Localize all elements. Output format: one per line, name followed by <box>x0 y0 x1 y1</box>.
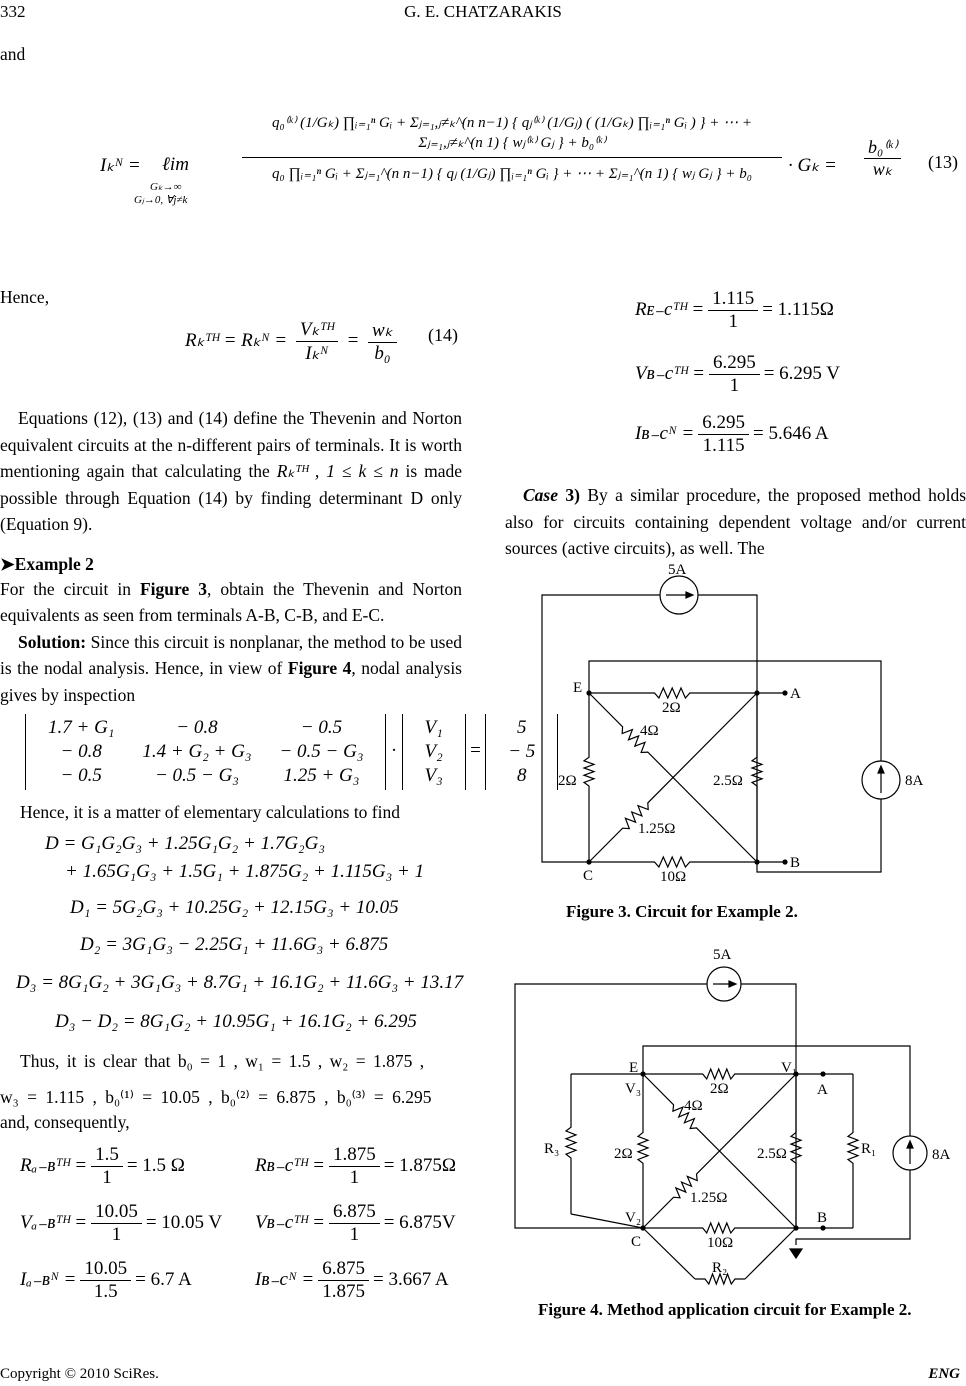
case3-number: 3) <box>558 485 580 505</box>
matrix-cell: 8 <box>516 765 527 786</box>
node-label-e: E <box>629 1060 639 1076</box>
resistor <box>566 1074 576 1214</box>
node-dot <box>586 859 591 864</box>
node-dot <box>754 859 759 864</box>
result-num: 1.115 <box>708 288 758 311</box>
solution-text-2: , nodal analysis gives by inspection <box>0 658 462 705</box>
node-label-v3: V₃ <box>625 1081 642 1097</box>
text-hence: Hence, <box>0 287 50 307</box>
node-label-b: B <box>790 855 801 871</box>
eq-D-line1: D = G₁G₂G₃ + 1.25G₁G₂ + 1.7G₂G₃ <box>45 833 325 854</box>
result-lhs: Rᴇ₋cᵀᴴ = <box>635 298 705 320</box>
result-rhs: = 10.05 V <box>145 1211 223 1233</box>
matrix-cell: V₂ <box>424 741 443 762</box>
result-num: 6.295 <box>698 412 749 435</box>
example-text-1: For the circuit in <box>0 578 140 599</box>
eq14-lhs: Rₖᵀᴴ = Rₖᴺ = <box>185 329 288 351</box>
node-dot <box>793 1225 798 1230</box>
running-header: G. E. CHATZARAKIS <box>404 2 562 21</box>
wire <box>589 661 881 761</box>
result-rhs: = 6.295 V <box>763 362 841 384</box>
eq-D3-minus-D2: D₃ − D₂ = 8G₁G₂ + 10.95G₁ + 16.1G₂ + 6.295 <box>55 1011 417 1032</box>
result-num: 6.875 <box>318 1258 369 1281</box>
eq13-numerator: q₀⁽ᵏ⁾ (1/Gₖ) ∏ᵢ₌₁ⁿ Gᵢ + Σⱼ₌₁,ⱼ≠ₖ^(n n−1) { qⱼ⁽ᵏ⁾ (1/Gⱼ) ( (1/Gₖ) ∏ᵢ₌₁ⁿ Gᵢ ) } + ⋯ + Σⱼ₌₁,ⱼ≠ₖ^(n 1) { wⱼ⁽ᵏ⁾ Gⱼ } + b₀⁽ᵏ⁾ <box>272 115 752 151</box>
text-thus-2: w₃ = 1.115 , b₀⁽¹⁾ = 10.05 , b₀⁽²⁾ = 6.875 , b₀⁽³⁾ = 6.295 <box>0 1087 432 1107</box>
node-label-b: B <box>817 1210 828 1226</box>
wire <box>698 595 757 862</box>
node-label-v2: V₂ <box>625 1210 642 1226</box>
result-num: 10.05 <box>91 1201 142 1224</box>
matrix-cell: 1.7 + G₁ <box>48 717 115 738</box>
label-r-left: 2Ω <box>558 773 577 789</box>
result-lhs: Vʙ₋cᵀᴴ = <box>635 362 705 384</box>
label-r-top: 2Ω <box>662 700 681 716</box>
label-r-left: 2Ω <box>614 1146 633 1162</box>
eq14-eq: = <box>346 329 360 351</box>
result-rhs: = 5.646 A <box>753 422 829 444</box>
label-r-4: 4Ω <box>684 1098 703 1114</box>
result-lhs: Iʙ₋cᴺ = <box>255 1268 315 1290</box>
eq14-number: (14) <box>428 325 458 345</box>
figure-4-caption: Figure 4. Method application circuit for Example 2. <box>538 1300 912 1319</box>
paragraph-determinant: by finding determinant D only (Equation 9). <box>0 487 463 534</box>
wire <box>757 799 881 872</box>
result-rhs: = 6.875V <box>383 1211 456 1233</box>
result-den: 1 <box>102 1167 112 1188</box>
matrix-cell: − 0.5 <box>60 765 102 786</box>
result-num: 6.295 <box>709 352 760 375</box>
matrix-cell: − 5 <box>508 741 536 762</box>
result-rhs: = 3.667 A <box>373 1268 449 1290</box>
label-8a: 8A <box>932 1147 951 1163</box>
result-den: 1 <box>729 375 740 396</box>
eq13-lim: ℓim <box>162 154 189 175</box>
label-r-125: 1.25Ω <box>690 1190 728 1206</box>
resistor <box>643 1069 796 1079</box>
arrowhead-icon <box>907 1141 913 1148</box>
eq13-rhs-den: wₖ <box>872 159 893 179</box>
label-r-right: 2.5Ω <box>713 773 743 789</box>
eq13-lhs: Iₖᴺ = <box>100 155 141 176</box>
eq14-f1-num: Vₖᵀᴴ <box>296 318 338 342</box>
wire <box>741 984 796 1228</box>
paragraph-tail: is made possible through Equation (14) <box>0 461 463 508</box>
result-den: 1.115 <box>702 435 745 456</box>
label-5a: 5A <box>713 947 732 963</box>
node-label-a: A <box>790 686 801 702</box>
matrix-cell: V₁ <box>424 717 443 738</box>
eq13-times: · Gₖ = <box>788 155 837 176</box>
result-den: 1 <box>728 311 738 332</box>
example-text-2: , obtain the Thevenin and Norton equivalents as seen from terminals A-B, C-B, and E-C. <box>0 578 462 625</box>
wire <box>515 984 707 1228</box>
eq14-f2-den: b₀ <box>374 342 391 364</box>
result-lhs: Iʙ₋cᴺ = <box>635 422 695 444</box>
text-thus-1: Thus, it is clear that b₀ = 1 , w₁ = 1.5 , w₂ = 1.875 , <box>20 1051 425 1071</box>
label-r-right: 2.5Ω <box>757 1146 787 1162</box>
solution-label: Solution: <box>18 631 87 652</box>
resistor <box>643 1223 796 1233</box>
result-lhs: Rʙ₋cᵀᴴ = <box>255 1154 325 1176</box>
result-lhs: Rₐ₋ʙᵀᴴ = <box>20 1154 88 1176</box>
eq-D1: D₁ = 5G₂G₃ + 10.25G₂ + 12.15G₃ + 10.05 <box>70 897 399 918</box>
label-r-bottom: 10Ω <box>707 1235 734 1251</box>
resistor <box>589 688 757 698</box>
matrix-cell: − 0.5 − G₃ <box>154 765 239 786</box>
wire <box>643 1228 695 1279</box>
result-lhs: Vₐ₋ʙᵀᴴ = <box>20 1211 88 1233</box>
case3-text: By a similar procedure, the proposed method holds also for circuits containing dependent voltage and/or current sources (active circuits), as well. The <box>505 485 966 558</box>
figure-3-caption: Figure 3. Circuit for Example 2. <box>566 902 798 921</box>
text-consequently: and, consequently, <box>0 1112 130 1132</box>
text-hence-elementary: Hence, it is a matter of elementary calculations to find <box>20 802 400 822</box>
copyright: Copyright © 2010 SciRes. <box>0 1366 159 1382</box>
solution-text-1: Since this circuit is nonplanar, the method to be used is the nodal analysis. Hence, in view of <box>0 631 462 678</box>
eq13-number: (13) <box>928 152 958 172</box>
page-number: 332 <box>0 2 26 21</box>
node-dot <box>820 1071 825 1076</box>
node-dot <box>754 690 759 695</box>
figure-3-ref[interactable]: Figure 3 <box>139 578 207 599</box>
node-label-a: A <box>817 1082 828 1098</box>
matrix-cell: − 0.5 − G₃ <box>279 741 364 762</box>
label-r2: R₂ <box>712 1260 728 1276</box>
resistor <box>584 693 594 862</box>
resistor <box>638 1074 648 1228</box>
result-den: 1.875 <box>322 1281 365 1302</box>
matrix-dot: · <box>390 740 398 762</box>
eq13-denominator: q₀ ∏ᵢ₌₁ⁿ Gᵢ + Σⱼ₌₁^(n n−1) { qⱼ (1/Gⱼ) ∏ᵢ₌₁ⁿ Gᵢ } + ⋯ + Σⱼ₌₁^(n 1) { wⱼ Gⱼ } + b₀ <box>272 166 752 182</box>
result-den: 1 <box>349 1224 360 1245</box>
eq13-rhs-num: b₀⁽ᵏ⁾ <box>864 137 901 159</box>
eq-D3: D₃ = 8G₁G₂ + 3G₁G₃ + 8.7G₁ + 16.1G₂ + 11.6G₃ + 13.17 <box>16 972 464 993</box>
result-lhs: Vʙ₋cᵀᴴ = <box>255 1211 325 1233</box>
result-num: 10.05 <box>80 1258 131 1281</box>
matrix-cell: − 0.8 <box>60 741 102 762</box>
text-and: and <box>0 44 26 64</box>
matrix-cell: − 0.5 <box>300 717 343 738</box>
figure-4-circuit <box>515 947 951 1284</box>
label-r-4: 4Ω <box>640 723 659 739</box>
journal-name: ENG <box>928 1366 960 1382</box>
eq-D-line2: + 1.65G₁G₃ + 1.5G₁ + 1.875G₂ + 1.115G₃ + 1 <box>65 861 425 882</box>
node-label-e: E <box>573 680 583 696</box>
eq-D2: D₂ = 3G₁G₃ − 2.25G₁ + 11.6G₃ + 6.875 <box>80 934 389 955</box>
result-num: 1.5 <box>91 1144 123 1167</box>
matrix-cell: V₃ <box>424 765 443 786</box>
label-8a: 8A <box>905 773 924 789</box>
rk-math: Rₖᵀᴴ , 1 ≤ k ≤ n <box>276 461 399 481</box>
matrix-cell: 1.4 + G₂ + G₃ <box>142 741 252 762</box>
label-r3: R₃ <box>544 1141 560 1157</box>
result-rhs: = 6.7 A <box>135 1268 192 1290</box>
node-label-c: C <box>583 868 594 884</box>
result-lhs: Iₐ₋ʙᴺ = <box>20 1268 77 1290</box>
result-rhs: = 1.5 Ω <box>126 1154 185 1176</box>
result-rhs: = 1.875Ω <box>383 1154 457 1176</box>
node-label-v1: V₁ <box>781 1060 798 1076</box>
matrix-cell: 1.25 + G₃ <box>283 765 360 786</box>
result-den: 1 <box>111 1224 122 1245</box>
eq14-f1-den: Iₖᴺ <box>305 343 329 364</box>
node-dot <box>640 1225 645 1230</box>
matrix-cell: 5 <box>516 717 527 738</box>
eq14-f2-num: wₖ <box>368 319 397 343</box>
ground-arrow-icon <box>790 1249 802 1258</box>
example-heading: ➤Example 2 <box>0 553 94 574</box>
resistor <box>848 1074 858 1228</box>
result-den: 1.5 <box>93 1281 118 1302</box>
result-num: 1.875 <box>329 1144 380 1167</box>
node-dot <box>782 690 787 695</box>
wire <box>745 1228 796 1279</box>
arrowhead-icon <box>686 592 693 598</box>
label-r1: R₁ <box>861 1141 877 1157</box>
result-den: 1 <box>349 1167 360 1188</box>
node-dot <box>586 690 591 695</box>
node-dot <box>782 859 787 864</box>
result-num: 6.875 <box>329 1201 380 1224</box>
matrix-cell: − 0.8 <box>176 717 218 738</box>
arrowhead-icon <box>729 981 736 987</box>
resistor <box>589 857 757 867</box>
eq13-lim-cond1: Gₖ→∞ <box>150 181 182 193</box>
resistor <box>752 693 762 862</box>
arrowhead-icon <box>878 766 884 773</box>
eq13-lim-cond2: Gⱼ→0, ∀j≠k <box>134 194 188 206</box>
node-dot <box>820 1225 825 1230</box>
case3-label: Case <box>523 485 558 505</box>
label-r-bottom: 10Ω <box>660 869 687 885</box>
result-rhs: = 1.115Ω <box>762 298 834 320</box>
node-dot <box>640 1071 645 1076</box>
node-label-c: C <box>631 1234 642 1250</box>
figure-4-ref[interactable]: Figure 4 <box>287 658 352 678</box>
label-5a: 5A <box>668 562 687 578</box>
label-r-top: 2Ω <box>710 1081 729 1097</box>
paragraph-thevenin: Equations (12), (13) and (14) define the Thevenin and Norton equivalent circuits at the n-different pairs of terminals. It is worth mentioning again that calculating the <box>0 408 462 481</box>
wire <box>643 1046 910 1136</box>
label-r-125: 1.25Ω <box>638 821 676 837</box>
matrix-equals: = <box>470 740 481 762</box>
figure-3-circuit <box>542 562 924 885</box>
